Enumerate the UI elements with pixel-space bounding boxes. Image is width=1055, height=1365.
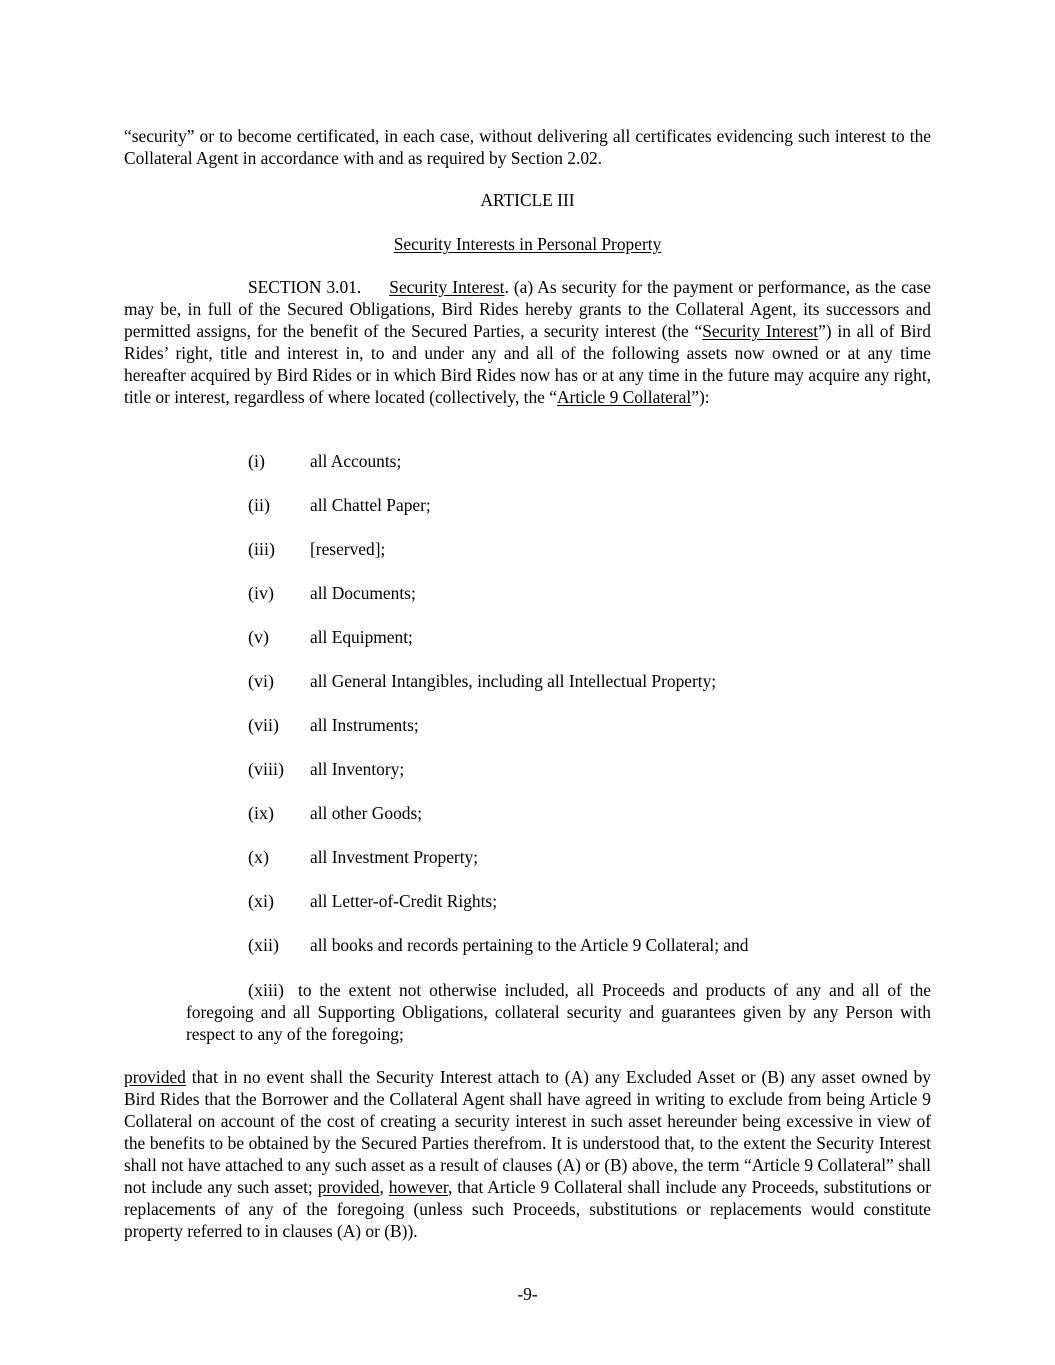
article-heading: ARTICLE III (480, 190, 575, 210)
list-item-number: (xiii) (248, 980, 284, 1000)
proviso-comma: , (379, 1177, 389, 1197)
article-subheading (124, 233, 931, 255)
list-item-number: (xii) (248, 935, 279, 955)
list-item-text: all other Goods; (310, 803, 423, 823)
section-title: Security Interest (389, 277, 505, 297)
proviso-text-2: , that Article 9 Collateral shall include any Proceeds, substitutions or replacements of any of the foregoing (unless such Proceeds, substitutions or replacements would constitute property referred to in clauses (A) or (B)). (124, 1177, 931, 1241)
defined-term-article-9-collateral: Article 9 Collateral (556, 387, 692, 407)
section-text-1: . (a) As security for the payment or performance, as the case may be, in full of the Secured Obligations, Bird Rides hereby grants to the Collateral Agent, its successors and permitted assigns, for the benefit of the Secured Parties, a security interest (the “ (124, 277, 931, 341)
list-item-number: (iii) (248, 539, 275, 559)
list-item-text: [reserved]; (310, 539, 386, 559)
list-item-text: all Chattel Paper; (310, 495, 431, 515)
proviso-lead-term: provided (124, 1067, 186, 1087)
list-item-text: all Accounts; (310, 451, 402, 471)
proviso-text-1: that in no event shall the Security Interest attach to (A) any Excluded Asset or (B) any asset owned by Bird Rides that the Borrower and the Collateral Agent shall have agreed in writing to exclude from being Article 9 Collateral on account of the cost of creating a security interest in such asset hereunder being excessive in view of the benefits to be obtained by the Secured Parties therefrom. It is understood that, to the extent the Security Interest shall not have attached to any such asset as a result of clauses (A) or (B) above, the term “Article 9 Collateral” shall not include any such asset; (124, 1067, 931, 1197)
list-item-number: (viii) (248, 759, 284, 779)
list-item-text: all Instruments; (310, 715, 419, 735)
list-item-number: (xi) (248, 891, 274, 911)
section-number: SECTION 3.01. (248, 277, 362, 297)
list-item-text: all Documents; (310, 583, 416, 603)
list-item-number: (i) (248, 451, 265, 471)
list-item-number: (vii) (248, 715, 279, 735)
list-item-number: (ix) (248, 803, 274, 823)
article-subheading-text: Security Interests in Personal Property (393, 234, 662, 254)
list-item-text: all Investment Property; (310, 847, 479, 867)
proviso-term-provided: provided (317, 1177, 380, 1197)
list-item-text: all Equipment; (310, 627, 413, 647)
list-item-text: all Letter-of-Credit Rights; (310, 891, 498, 911)
list-item-text: to the extent not otherwise included, all Proceeds and products of any and all of the foregoing and all Supporting Obligations, collateral security and guarantees given by any Person with respect to any of the foregoing; (186, 980, 931, 1044)
proviso-paragraph (124, 1066, 931, 1242)
last-list-item (186, 979, 931, 1045)
list-item-number: (v) (248, 627, 269, 647)
section-text-2: ”) in all of Bird Rides’ right, title and interest in, to and under any and all of the following assets now owned or at any time hereafter acquired by Bird Rides or in which Bird Rides now has or at any time in the future may acquire any right, title or interest, regardless of where located (collectively, the “ (124, 321, 931, 407)
list-item-text: all General Intangibles, including all Intellectual Property; (310, 671, 717, 691)
proviso-term-however: however (388, 1177, 448, 1197)
list-item-number: (vi) (248, 671, 274, 691)
section-3-01-paragraph (124, 276, 931, 408)
continuation-paragraph: “security” or to become certificated, in each case, without delivering all certificates evidencing such interest to the Collateral Agent in accordance with and as required by Section 2.02. (124, 126, 931, 168)
list-item-number: (x) (248, 847, 269, 867)
list-item-text: all books and records pertaining to the Article 9 Collateral; and (310, 935, 749, 955)
list-item-number: (iv) (248, 583, 274, 603)
section-text-3: ”): (691, 387, 710, 407)
list-item-number: (ii) (248, 495, 270, 515)
page-number: -9- (517, 1284, 538, 1304)
defined-term-security-interest: Security Interest (702, 321, 819, 341)
list-item-text: all Inventory; (310, 759, 405, 779)
